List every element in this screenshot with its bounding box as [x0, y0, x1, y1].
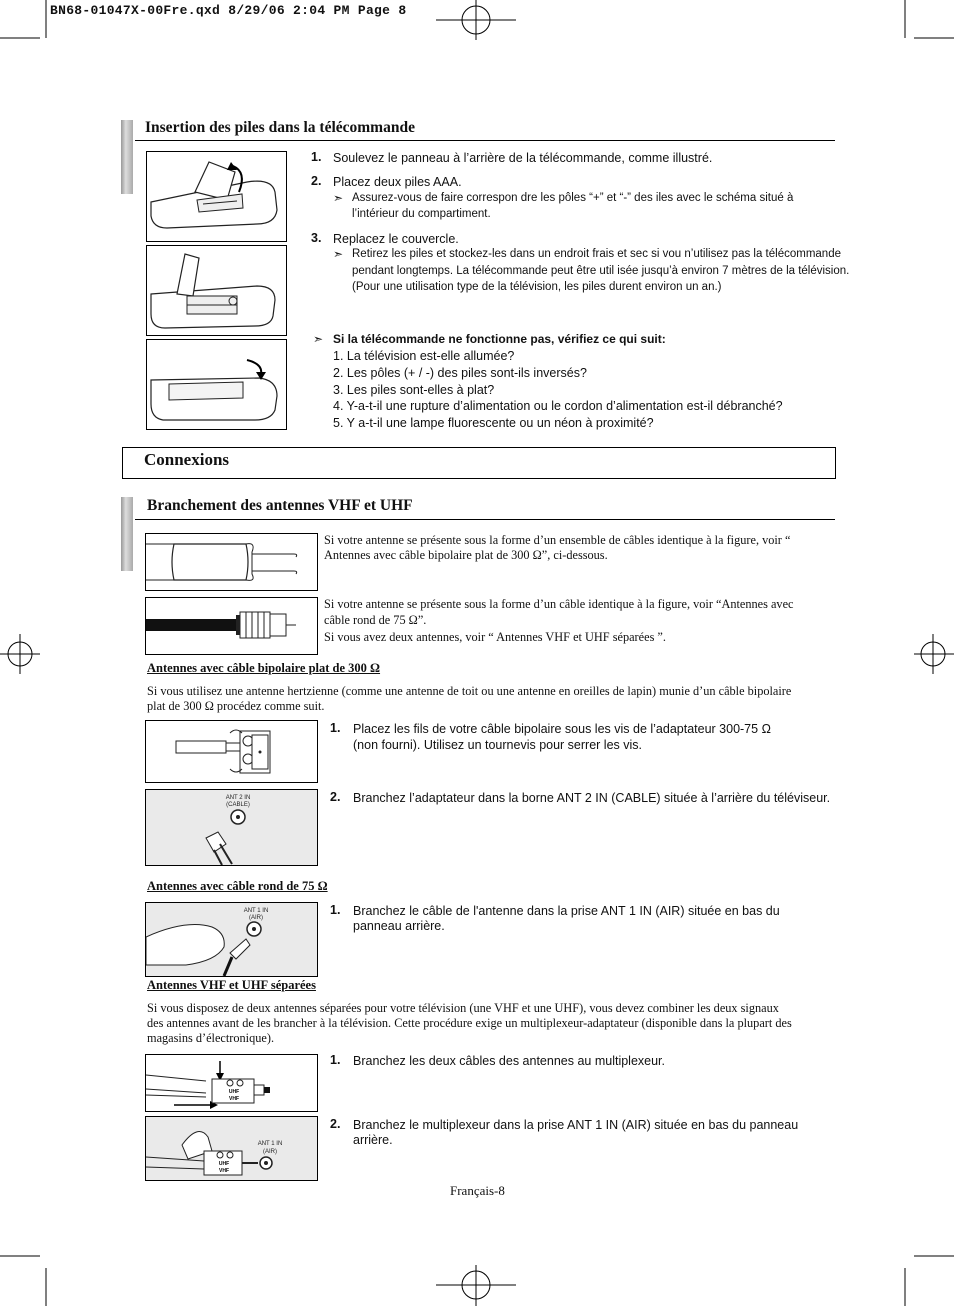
separate-subtitle: Antennes VHF et UHF séparées	[147, 978, 316, 992]
step-number: 3.	[311, 231, 322, 245]
title-rule	[135, 140, 835, 141]
jack-label: ANT 2 IN	[225, 795, 251, 801]
flat-text-line: Si vous utilisez une antenne hertzienne (comme une antenne de toit ou une antenne en oreilles de lapin) munie d’un câble bipolaire	[147, 684, 792, 698]
note-arrow-icon: ➣	[333, 191, 344, 205]
flat-step-2: Branchez l’adaptateur dans la borne ANT 2 IN (CABLE) située à l’arrière du téléviseur.	[353, 791, 831, 805]
flat-cable-image	[145, 533, 318, 591]
separate-step-1: Branchez les deux câbles des antennes au multiplexeur.	[353, 1054, 665, 1068]
separate-text-line: magasins d’électronique).	[147, 1031, 275, 1045]
check-item: 1. La télévision est-elle allumée?	[333, 349, 515, 363]
section-title: Connexions	[144, 450, 230, 469]
flat-subtitle: Antennes avec câble bipolaire plat de 300 Ω	[147, 661, 381, 675]
check-item: 5. Y a-t-il une lampe fluorescente ou un néon à proximité?	[333, 416, 654, 430]
step-number: 2.	[311, 174, 322, 188]
intro-2-line: câble rond de 75 Ω”.	[324, 613, 427, 627]
title-rule	[135, 519, 835, 520]
check-item: 2. Les pôles (+ / -) des piles sont-ils inversés?	[333, 366, 587, 380]
separate-step-2-line: arrière.	[353, 1133, 393, 1147]
vhf-label: VHF	[219, 1168, 229, 1174]
jack-label: (AIR)	[263, 1149, 277, 1155]
round-step-1-line: Branchez le câble de l'antenne dans la prise ANT 1 IN (AIR) située en bas du	[353, 904, 780, 918]
check-title: Si la télécommande ne fonctionne pas, vérifiez ce qui suit:	[333, 332, 666, 346]
step-number: 1.	[330, 903, 341, 917]
battery-note-3-line: (Pour une utilisation type de la télévision, les piles durent environ un an.)	[352, 281, 722, 293]
round-cable-image	[145, 597, 318, 655]
uhf-label: UHF	[218, 1161, 230, 1167]
note-arrow-icon: ➣	[313, 332, 324, 346]
section-bar	[121, 120, 133, 194]
battery-note-2-line: Assurez-vous de faire correspon dre les pôles “+” et “-” des iles avec le schéma situé à	[352, 192, 794, 204]
battery-note-3-line: Retirez les piles et stockez-les dans un endroit frais et sec si vou n’utilisez pas la télécommande	[352, 248, 841, 260]
step-number: 2.	[330, 1117, 341, 1131]
flat-text-line: plat de 300 Ω procédez comme suit.	[147, 699, 325, 713]
jack-label: (CABLE)	[226, 802, 250, 808]
battery-note-2-line: l’intérieur du compartiment.	[352, 208, 491, 220]
print-header: BN68-01047X-00Fre.qxd 8/29/06 2:04 PM Page 8	[50, 3, 407, 18]
battery-step-1: Soulevez le panneau à l’arrière de la télécommande, comme illustré.	[333, 151, 713, 165]
step-number: 1.	[330, 721, 341, 735]
check-item: 4. Y-a-t-il une rupture d’alimentation ou le cordon d’alimentation est-il débranché?	[333, 399, 783, 413]
remote-closed-image	[146, 339, 287, 430]
flat-step-1-line: Placez les fils de votre câble bipolaire sous les vis de l’adaptateur 300-75 Ω	[353, 722, 771, 736]
adapter-image	[145, 720, 318, 783]
connexions-box	[122, 447, 836, 479]
round-step-1-line: panneau arrière.	[353, 919, 445, 933]
separate-text-line: Si vous disposez de deux antennes séparées pour votre télévision (une VHF et une UHF), vous devez combiner les deux signaux	[147, 1001, 779, 1015]
jack-label: ANT 1 IN	[257, 1141, 283, 1147]
battery-step-2: Placez deux piles AAA.	[333, 175, 462, 189]
separate-step-2-line: Branchez le multiplexeur dans la prise ANT 1 IN (AIR) située en bas du panneau	[353, 1118, 799, 1132]
intro-1-line: Antennes avec câble bipolaire plat de 300 Ω”, ci-dessous.	[324, 548, 608, 562]
jack-label: (AIR)	[249, 915, 263, 921]
batteries-title: Insertion des piles dans la télécommande	[145, 119, 415, 136]
jack-label: ANT 1 IN	[243, 908, 269, 914]
antennas-title: Branchement des antennes VHF et UHF	[147, 497, 413, 514]
note-arrow-icon: ➣	[333, 247, 344, 261]
round-subtitle: Antennes avec câble rond de 75 Ω	[147, 879, 328, 893]
ant2-jack-image	[145, 789, 318, 866]
multiplexer-image	[145, 1054, 318, 1112]
step-number: 1.	[330, 1053, 341, 1067]
ant1-jack-image	[145, 902, 318, 977]
section-bar	[121, 497, 133, 571]
multiplexer-jack-image	[145, 1116, 318, 1181]
battery-step-3: Replacez le couvercle.	[333, 232, 459, 246]
remote-batteries-image	[146, 245, 287, 336]
uhf-label: UHF	[228, 1089, 240, 1095]
intro-2-line: Si votre antenne se présente sous la forme d’un câble identique à la figure, voir “Antennes avec	[324, 597, 794, 611]
step-number: 1.	[311, 150, 322, 164]
separate-text-line: des antennes avant de les brancher à la télévision. Cette procédure exige un multiplexeur-adaptateur (disponible dans la plupart des	[147, 1016, 792, 1030]
remote-open-image	[146, 151, 287, 242]
check-item: 3. Les piles sont-elles à plat?	[333, 383, 495, 397]
page-number: Français-8	[450, 1183, 505, 1198]
flat-step-1-line: (non fourni). Utilisez un tournevis pour serrer les vis.	[353, 738, 643, 752]
intro-2-line: Si vous avez deux antennes, voir “ Antennes VHF et UHF séparées ”.	[324, 630, 666, 644]
battery-note-3-line: pendant longtemps. La télécommande peut être util isée jusqu’à environ 7 mètres de la télévision.	[352, 265, 850, 277]
step-number: 2.	[330, 790, 341, 804]
vhf-label: VHF	[229, 1096, 239, 1102]
intro-1-line: Si votre antenne se présente sous la forme d’un ensemble de câbles identique à la figure, voir “	[324, 533, 791, 547]
